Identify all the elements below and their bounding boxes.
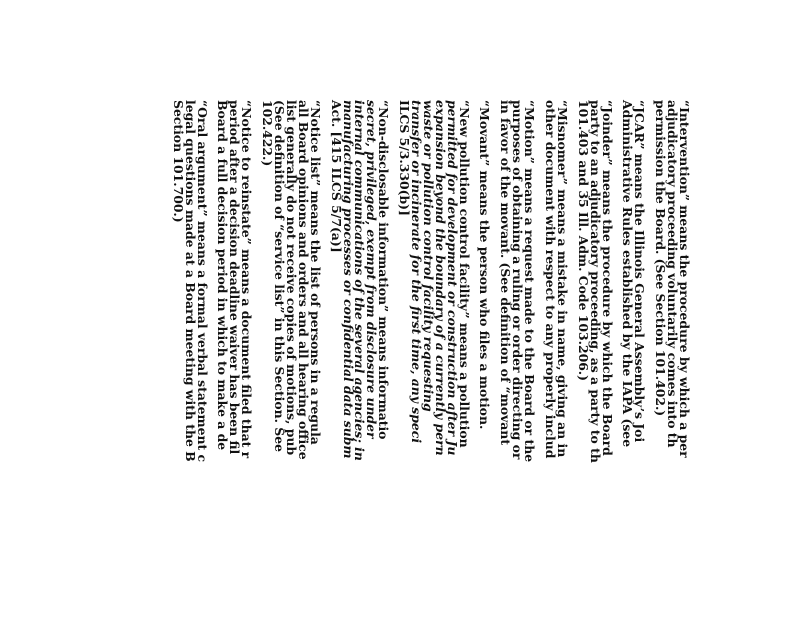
- text-line: adjudicatory proceeding voluntarily comes into th: [665, 100, 681, 448]
- definition-intervention: [654, 100, 690, 618]
- text-line: legal questions made at a Board meeting with the B: [182, 100, 198, 462]
- text-line: ILCS 5/3.330(b)]: [397, 100, 413, 216]
- definition-notice-list: [260, 100, 323, 618]
- text-line: “Motion” means a request made to the Board or the: [522, 100, 538, 463]
- definition-jcar: [622, 100, 646, 618]
- text-line: manufacturing processes or confidential data subm: [340, 100, 356, 459]
- definition-misnomer: [544, 100, 568, 618]
- text-line: “Joinder” means the procedure by which the Board: [599, 100, 615, 456]
- text-line: “Oral argument” means a formal verbal statement c: [194, 100, 210, 463]
- text-line: (See definition of “service list” in this Section. See: [272, 100, 288, 452]
- text-line: Board a full decision period in which to make a de: [215, 100, 231, 451]
- text-line: “Non-disclosable information” means informatio: [376, 100, 392, 440]
- definition-movant: [479, 100, 491, 618]
- definition-notice-to-reinstate: [217, 100, 253, 618]
- definition-new-pollution-control-facility: [397, 100, 472, 618]
- text-line: all Board opinions and orders and all hearing office: [295, 100, 311, 460]
- text-line: Section 101.700.): [170, 100, 186, 223]
- text-line: “Notice list” means the list of persons in a regula: [307, 100, 323, 445]
- text-line: “New pollution control facility” means a pollution: [456, 100, 472, 448]
- text-line: permitted for development or construction after Ju: [444, 100, 460, 456]
- text-line: “Movant” means the person who files a motion.: [477, 100, 493, 430]
- text-line: Administrative Rules established by the IAPA (see: [620, 100, 636, 448]
- definition-joinder: [577, 100, 613, 618]
- text-line: transfer or incinerate for the first time, any speci: [408, 100, 424, 444]
- text-line: Act. [415 ILCS 5/7(a)]: [328, 100, 344, 253]
- definition-non-disclosable-information: [328, 100, 392, 618]
- text-line: “Misnomer” means a mistake in name, giving an in: [554, 100, 570, 458]
- text-line: “Notice to reinstate” means a document filed that r: [239, 100, 255, 459]
- text-line: party to an adjudicatory proceeding, as a party to th: [587, 100, 603, 463]
- definition-oral-argument: [172, 100, 208, 618]
- text-line: other document with respect to any properly includ: [542, 100, 558, 459]
- text-line: expansion beyond the boundary of a currently pern: [432, 100, 448, 456]
- text-line: internal communications of the several agencies; in: [352, 100, 368, 461]
- text-line: waste or pollution control facility requesting: [420, 100, 436, 412]
- text-line: 101.403 and 35 Ill. Adm. Code 103.206.): [575, 100, 591, 381]
- text-line: in favor of the movant. (See definition of “movant: [498, 100, 514, 446]
- definitions-text-block: [163, 100, 690, 618]
- text-line: purposes of obtaining a ruling or order directing or: [510, 100, 526, 460]
- text-line: period after a decision deadline waiver has been fil: [227, 100, 243, 455]
- text-line: permission the Board. (See Section 101.402.): [653, 100, 669, 417]
- text-line: list generally do not receive copies of motions, pub: [283, 100, 299, 456]
- definition-motion: [498, 100, 538, 618]
- text-line: secret, privileged, exempt from disclosure under: [364, 100, 380, 439]
- text-line: 102.422.): [260, 100, 276, 167]
- text-line: “Intervention” means the procedure by which a per: [677, 100, 692, 458]
- text-line: “JCAR” means the Illinois General Assembly’s Joi: [632, 100, 648, 443]
